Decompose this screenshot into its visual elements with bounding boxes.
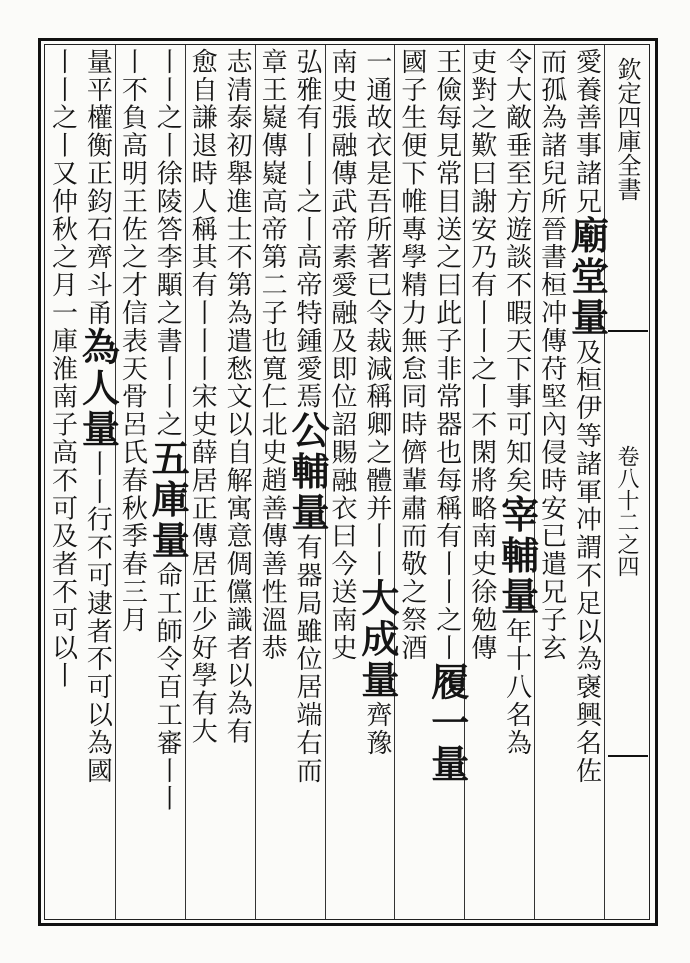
text-segment: 量平權衡正鈞石齊斗甬 xyxy=(82,48,113,327)
text-segment: 弘雅有丨丨之丨高帝特鍾愛焉 xyxy=(292,48,323,411)
text-segment: 北史趙善傳善性溫恭 xyxy=(257,410,288,662)
text-segment: 南史 xyxy=(326,606,357,662)
text-column xyxy=(40,48,84,916)
text-segment: 國子生便下帷專學精力無怠同時儕輩肅而敬之祭酒 xyxy=(396,48,427,662)
fish-tail-mark xyxy=(608,330,648,332)
text-segment: 丨丨之丨又仲秋之月一庫 xyxy=(47,48,78,355)
text-segment: 呂氏春秋季春三月 xyxy=(117,410,148,634)
text-segment: 有器局雖位居端右而 xyxy=(292,533,323,785)
text-segment: 章王嶷傳嶷高帝第二子也寬仁 xyxy=(257,48,288,411)
text-segment: 愈自謙退時人稱其有丨丨丨宋史薛居正傳居正少好學有大 xyxy=(187,48,218,746)
text-segment: 命工師令百工審丨丨 xyxy=(152,561,183,813)
entry-heading: 公輔量 xyxy=(285,410,331,534)
text-segment: 王儉每見常目送之曰此子非常器也每稱有丨丨之丨 xyxy=(431,48,462,662)
text-segment: 令大敵垂至方遊談不暇天下事可知矣 xyxy=(501,48,532,495)
entry-heading: 大成量 xyxy=(354,578,400,702)
text-segment: 南史徐勉傳 xyxy=(466,522,497,662)
text-segment: 愛養善事諸兄 xyxy=(571,48,602,216)
text-segment: 年十八名為 xyxy=(501,617,532,757)
entry-heading: 宰輔量 xyxy=(494,494,540,618)
text-segment: 晉書桓冲傳苻堅內侵時安已遣兄子玄 xyxy=(536,215,567,662)
fish-tail-mark-lower xyxy=(608,755,648,757)
entry-heading: 為人量 xyxy=(75,327,121,450)
text-segment: 而孤為諸兒所 xyxy=(536,48,567,216)
book-title: 欽定四庫全書 xyxy=(613,57,641,201)
text-segment: 志清泰初舉進士不第為遣愁文以自解寓意倜儻識者以為有 xyxy=(222,48,253,746)
text-segment: 丨丨行不可逮者不可以為國 xyxy=(82,450,113,785)
volume-label: 卷八十二之四 xyxy=(614,445,639,577)
text-segment: 淮南子高不可及者不可以丨 xyxy=(47,354,78,690)
text-segment: 吏對之歎曰謝安乃有丨丨之丨不閑將略 xyxy=(466,48,497,523)
text-segment: 及桓伊等諸軍冲謂不足以為襃興名佐 xyxy=(571,338,602,785)
text-segment: 丨不負高明王佐之才信表天骨 xyxy=(117,48,148,411)
text-segment: 南史張融傳武帝素愛融及即位詔賜融衣曰今送 xyxy=(326,48,357,606)
entry-heading: 履一量 xyxy=(424,661,470,785)
text-segment: 一通故衣是吾所著已令裁減稱卿之體并丨丨 xyxy=(361,48,392,579)
text-segment: 齊豫 xyxy=(361,701,392,757)
entry-heading: 五庫量 xyxy=(145,438,191,562)
text-segment: 丨丨之丨徐陵答李顒之書丨丨之 xyxy=(152,48,183,439)
entry-heading: 廟堂量 xyxy=(564,215,610,339)
banxin-column xyxy=(604,45,649,919)
